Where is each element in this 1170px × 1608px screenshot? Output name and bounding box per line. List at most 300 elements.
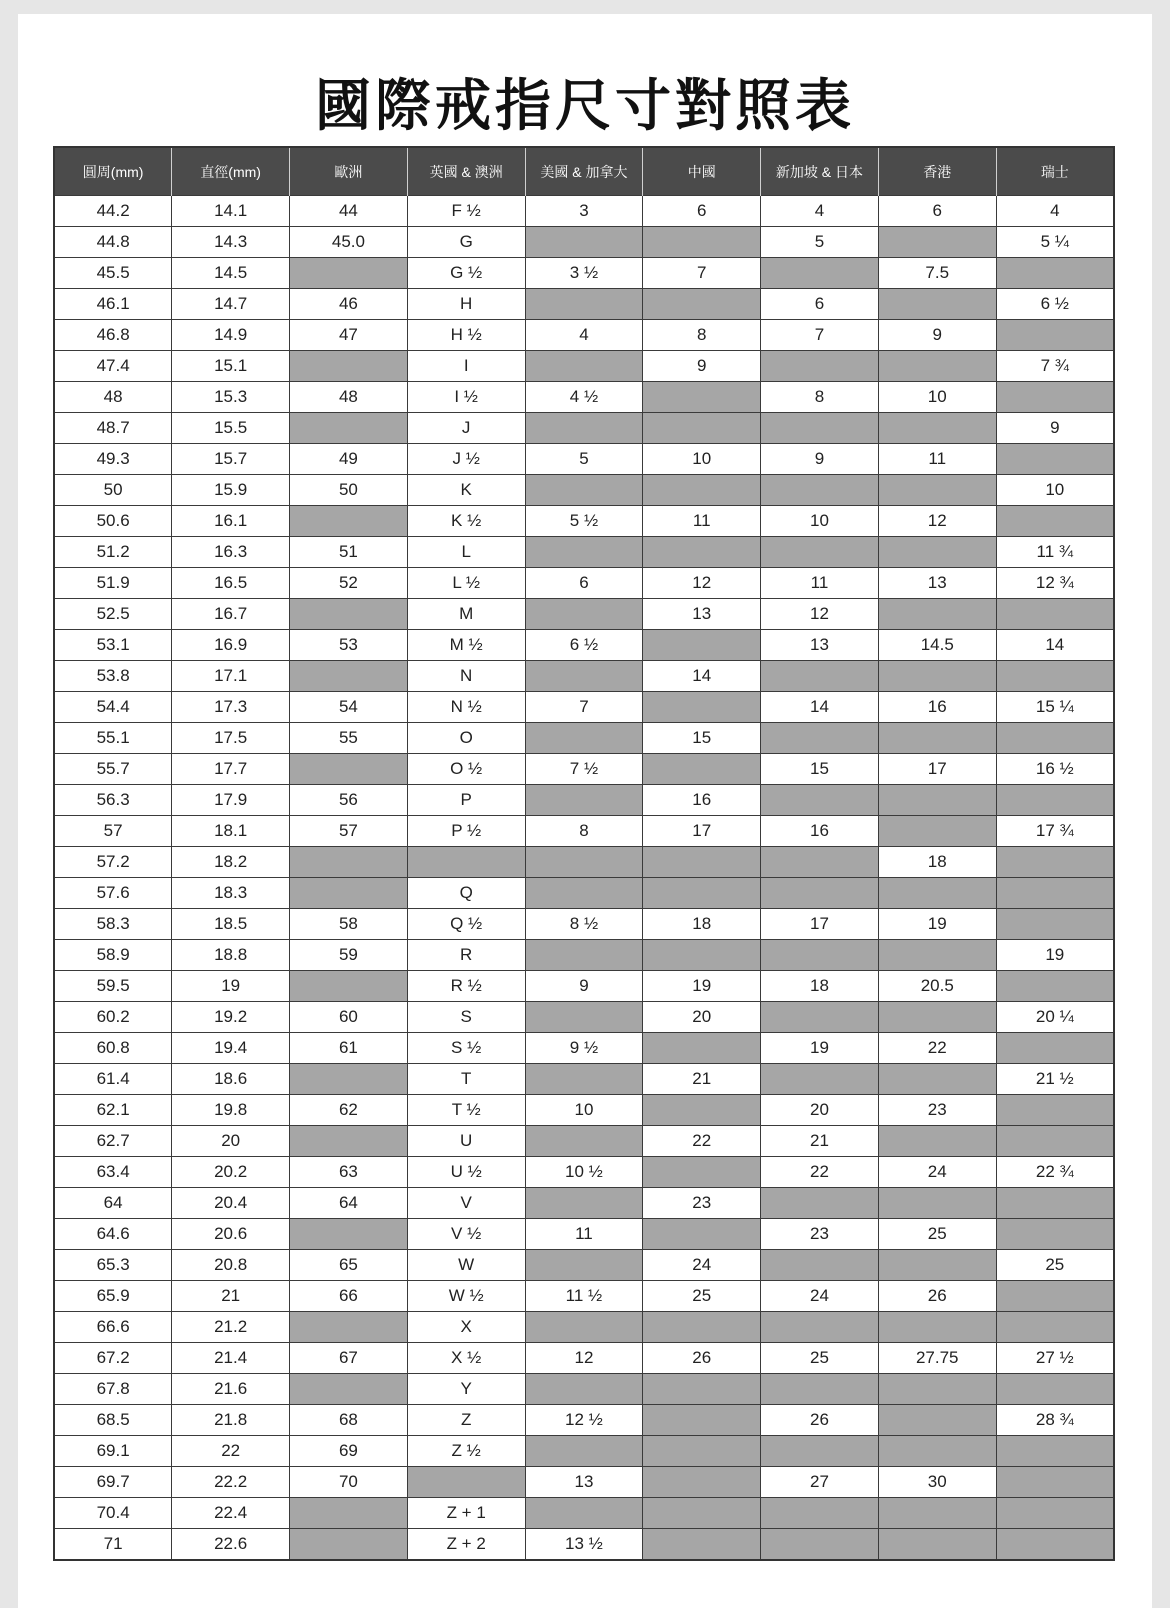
cell-singapore-japan bbox=[761, 475, 879, 506]
col-header-china: 中國 bbox=[643, 147, 761, 196]
table-row bbox=[54, 351, 1114, 382]
cell-europe bbox=[290, 754, 408, 785]
cell-china: 22 bbox=[643, 1126, 761, 1157]
cell-hong-kong: 7.5 bbox=[878, 258, 996, 289]
cell-singapore-japan: 10 bbox=[761, 506, 879, 537]
cell-europe bbox=[290, 1312, 408, 1343]
cell-hong-kong: 9 bbox=[878, 320, 996, 351]
table-row bbox=[54, 1095, 1114, 1126]
cell-circumference: 51.2 bbox=[54, 537, 172, 568]
cell-singapore-japan bbox=[761, 1529, 879, 1561]
cell-europe bbox=[290, 878, 408, 909]
cell-us-canada: 3 bbox=[525, 196, 643, 227]
cell-diameter: 17.3 bbox=[172, 692, 290, 723]
cell-circumference: 59.5 bbox=[54, 971, 172, 1002]
cell-switzerland bbox=[996, 1188, 1114, 1219]
cell-us-canada: 8 ½ bbox=[525, 909, 643, 940]
cell-uk-australia: M ½ bbox=[407, 630, 525, 661]
cell-europe: 62 bbox=[290, 1095, 408, 1126]
cell-hong-kong: 6 bbox=[878, 196, 996, 227]
cell-uk-australia: G bbox=[407, 227, 525, 258]
cell-diameter: 15.5 bbox=[172, 413, 290, 444]
cell-diameter: 16.7 bbox=[172, 599, 290, 630]
cell-uk-australia: I bbox=[407, 351, 525, 382]
cell-circumference: 45.5 bbox=[54, 258, 172, 289]
cell-europe: 48 bbox=[290, 382, 408, 413]
cell-circumference: 52.5 bbox=[54, 599, 172, 630]
cell-hong-kong: 16 bbox=[878, 692, 996, 723]
cell-circumference: 55.7 bbox=[54, 754, 172, 785]
cell-china: 15 bbox=[643, 723, 761, 754]
table-row bbox=[54, 1374, 1114, 1405]
table-row bbox=[54, 754, 1114, 785]
cell-uk-australia: V bbox=[407, 1188, 525, 1219]
cell-china bbox=[643, 475, 761, 506]
cell-switzerland bbox=[996, 909, 1114, 940]
cell-singapore-japan: 24 bbox=[761, 1281, 879, 1312]
cell-diameter: 17.9 bbox=[172, 785, 290, 816]
cell-europe bbox=[290, 413, 408, 444]
cell-diameter: 20.2 bbox=[172, 1157, 290, 1188]
cell-us-canada bbox=[525, 413, 643, 444]
cell-china bbox=[643, 1219, 761, 1250]
cell-china bbox=[643, 1405, 761, 1436]
cell-switzerland bbox=[996, 599, 1114, 630]
cell-circumference: 55.1 bbox=[54, 723, 172, 754]
cell-singapore-japan: 23 bbox=[761, 1219, 879, 1250]
cell-diameter: 15.1 bbox=[172, 351, 290, 382]
cell-hong-kong bbox=[878, 1188, 996, 1219]
cell-china bbox=[643, 1095, 761, 1126]
cell-europe: 67 bbox=[290, 1343, 408, 1374]
cell-us-canada bbox=[525, 785, 643, 816]
cell-china bbox=[643, 940, 761, 971]
cell-singapore-japan: 19 bbox=[761, 1033, 879, 1064]
cell-europe bbox=[290, 1498, 408, 1529]
cell-circumference: 57.6 bbox=[54, 878, 172, 909]
cell-circumference: 51.9 bbox=[54, 568, 172, 599]
cell-hong-kong: 25 bbox=[878, 1219, 996, 1250]
cell-diameter: 15.9 bbox=[172, 475, 290, 506]
cell-china bbox=[643, 1033, 761, 1064]
cell-hong-kong bbox=[878, 289, 996, 320]
cell-circumference: 48 bbox=[54, 382, 172, 413]
cell-europe: 54 bbox=[290, 692, 408, 723]
cell-china: 11 bbox=[643, 506, 761, 537]
cell-singapore-japan bbox=[761, 413, 879, 444]
cell-hong-kong bbox=[878, 661, 996, 692]
cell-diameter: 22 bbox=[172, 1436, 290, 1467]
cell-diameter: 18.8 bbox=[172, 940, 290, 971]
cell-diameter: 14.5 bbox=[172, 258, 290, 289]
cell-switzerland bbox=[996, 1312, 1114, 1343]
cell-uk-australia: N ½ bbox=[407, 692, 525, 723]
cell-europe: 61 bbox=[290, 1033, 408, 1064]
cell-singapore-japan bbox=[761, 1312, 879, 1343]
cell-china bbox=[643, 1436, 761, 1467]
cell-circumference: 65.3 bbox=[54, 1250, 172, 1281]
cell-hong-kong bbox=[878, 227, 996, 258]
cell-diameter: 14.7 bbox=[172, 289, 290, 320]
cell-singapore-japan bbox=[761, 1002, 879, 1033]
cell-europe bbox=[290, 847, 408, 878]
cell-us-canada: 12 ½ bbox=[525, 1405, 643, 1436]
cell-switzerland bbox=[996, 1095, 1114, 1126]
cell-uk-australia: W ½ bbox=[407, 1281, 525, 1312]
cell-china bbox=[643, 1157, 761, 1188]
col-header-singapore-japan: 新加坡 & 日本 bbox=[761, 147, 879, 196]
cell-uk-australia: W bbox=[407, 1250, 525, 1281]
cell-singapore-japan bbox=[761, 1250, 879, 1281]
cell-singapore-japan: 4 bbox=[761, 196, 879, 227]
cell-europe: 64 bbox=[290, 1188, 408, 1219]
table-row bbox=[54, 1033, 1114, 1064]
cell-singapore-japan: 16 bbox=[761, 816, 879, 847]
cell-singapore-japan bbox=[761, 258, 879, 289]
cell-circumference: 70.4 bbox=[54, 1498, 172, 1529]
cell-circumference: 56.3 bbox=[54, 785, 172, 816]
table-row bbox=[54, 1498, 1114, 1529]
cell-diameter: 14.3 bbox=[172, 227, 290, 258]
cell-uk-australia: X ½ bbox=[407, 1343, 525, 1374]
col-header-hong-kong: 香港 bbox=[878, 147, 996, 196]
cell-china bbox=[643, 382, 761, 413]
cell-us-canada: 7 bbox=[525, 692, 643, 723]
cell-hong-kong bbox=[878, 413, 996, 444]
cell-hong-kong bbox=[878, 1126, 996, 1157]
cell-switzerland bbox=[996, 444, 1114, 475]
cell-switzerland bbox=[996, 320, 1114, 351]
cell-us-canada: 5 bbox=[525, 444, 643, 475]
cell-uk-australia: Y bbox=[407, 1374, 525, 1405]
cell-china: 16 bbox=[643, 785, 761, 816]
cell-china: 25 bbox=[643, 1281, 761, 1312]
table-row bbox=[54, 1188, 1114, 1219]
cell-uk-australia: T ½ bbox=[407, 1095, 525, 1126]
cell-circumference: 66.6 bbox=[54, 1312, 172, 1343]
cell-switzerland: 28 ¾ bbox=[996, 1405, 1114, 1436]
cell-us-canada bbox=[525, 1498, 643, 1529]
cell-diameter: 14.9 bbox=[172, 320, 290, 351]
cell-circumference: 46.8 bbox=[54, 320, 172, 351]
cell-hong-kong bbox=[878, 599, 996, 630]
cell-diameter: 18.5 bbox=[172, 909, 290, 940]
cell-china bbox=[643, 1374, 761, 1405]
cell-europe bbox=[290, 1219, 408, 1250]
cell-switzerland: 16 ½ bbox=[996, 754, 1114, 785]
cell-diameter: 20.6 bbox=[172, 1219, 290, 1250]
table-row bbox=[54, 1405, 1114, 1436]
cell-switzerland: 12 ¾ bbox=[996, 568, 1114, 599]
cell-diameter: 15.7 bbox=[172, 444, 290, 475]
cell-europe: 59 bbox=[290, 940, 408, 971]
cell-us-canada bbox=[525, 1374, 643, 1405]
cell-diameter: 14.1 bbox=[172, 196, 290, 227]
cell-diameter: 18.1 bbox=[172, 816, 290, 847]
cell-us-canada: 4 bbox=[525, 320, 643, 351]
col-header-uk-australia: 英國 & 澳洲 bbox=[407, 147, 525, 196]
cell-singapore-japan: 25 bbox=[761, 1343, 879, 1374]
cell-china: 20 bbox=[643, 1002, 761, 1033]
cell-hong-kong bbox=[878, 351, 996, 382]
cell-hong-kong bbox=[878, 878, 996, 909]
cell-switzerland bbox=[996, 1498, 1114, 1529]
cell-hong-kong: 10 bbox=[878, 382, 996, 413]
cell-circumference: 47.4 bbox=[54, 351, 172, 382]
cell-uk-australia: S ½ bbox=[407, 1033, 525, 1064]
cell-singapore-japan bbox=[761, 1498, 879, 1529]
table-row bbox=[54, 1219, 1114, 1250]
cell-europe: 55 bbox=[290, 723, 408, 754]
cell-hong-kong: 14.5 bbox=[878, 630, 996, 661]
cell-circumference: 69.7 bbox=[54, 1467, 172, 1498]
cell-uk-australia: I ½ bbox=[407, 382, 525, 413]
cell-us-canada: 10 bbox=[525, 1095, 643, 1126]
cell-europe bbox=[290, 351, 408, 382]
cell-uk-australia: O ½ bbox=[407, 754, 525, 785]
cell-circumference: 62.7 bbox=[54, 1126, 172, 1157]
cell-hong-kong bbox=[878, 816, 996, 847]
cell-uk-australia: L ½ bbox=[407, 568, 525, 599]
cell-hong-kong bbox=[878, 1064, 996, 1095]
cell-hong-kong bbox=[878, 1529, 996, 1561]
cell-china bbox=[643, 630, 761, 661]
cell-diameter: 16.9 bbox=[172, 630, 290, 661]
cell-europe: 51 bbox=[290, 537, 408, 568]
cell-singapore-japan bbox=[761, 1436, 879, 1467]
cell-hong-kong: 19 bbox=[878, 909, 996, 940]
cell-europe: 47 bbox=[290, 320, 408, 351]
cell-singapore-japan: 7 bbox=[761, 320, 879, 351]
cell-singapore-japan bbox=[761, 1064, 879, 1095]
cell-switzerland bbox=[996, 1033, 1114, 1064]
cell-uk-australia: H bbox=[407, 289, 525, 320]
cell-us-canada bbox=[525, 289, 643, 320]
cell-switzerland: 7 ¾ bbox=[996, 351, 1114, 382]
cell-china bbox=[643, 1498, 761, 1529]
cell-china bbox=[643, 1312, 761, 1343]
cell-europe: 56 bbox=[290, 785, 408, 816]
cell-diameter: 18.3 bbox=[172, 878, 290, 909]
cell-singapore-japan bbox=[761, 1374, 879, 1405]
cell-europe bbox=[290, 599, 408, 630]
cell-switzerland bbox=[996, 1467, 1114, 1498]
table-row bbox=[54, 1064, 1114, 1095]
cell-europe: 69 bbox=[290, 1436, 408, 1467]
cell-circumference: 61.4 bbox=[54, 1064, 172, 1095]
cell-uk-australia bbox=[407, 1467, 525, 1498]
cell-us-canada bbox=[525, 475, 643, 506]
table-row bbox=[54, 444, 1114, 475]
table-row bbox=[54, 785, 1114, 816]
cell-us-canada: 9 ½ bbox=[525, 1033, 643, 1064]
cell-us-canada bbox=[525, 351, 643, 382]
cell-hong-kong: 20.5 bbox=[878, 971, 996, 1002]
cell-china bbox=[643, 1467, 761, 1498]
cell-europe: 45.0 bbox=[290, 227, 408, 258]
cell-circumference: 57 bbox=[54, 816, 172, 847]
cell-uk-australia: H ½ bbox=[407, 320, 525, 351]
cell-diameter: 21.2 bbox=[172, 1312, 290, 1343]
cell-us-canada bbox=[525, 1436, 643, 1467]
cell-us-canada bbox=[525, 1002, 643, 1033]
cell-singapore-japan bbox=[761, 1188, 879, 1219]
cell-europe bbox=[290, 506, 408, 537]
cell-uk-australia: F ½ bbox=[407, 196, 525, 227]
cell-us-canada bbox=[525, 537, 643, 568]
cell-circumference: 60.8 bbox=[54, 1033, 172, 1064]
cell-switzerland: 20 ¼ bbox=[996, 1002, 1114, 1033]
table-row bbox=[54, 568, 1114, 599]
cell-singapore-japan bbox=[761, 847, 879, 878]
cell-china bbox=[643, 754, 761, 785]
table-row bbox=[54, 475, 1114, 506]
cell-switzerland: 15 ¼ bbox=[996, 692, 1114, 723]
table-body bbox=[54, 196, 1114, 1561]
cell-china bbox=[643, 227, 761, 258]
cell-switzerland: 11 ¾ bbox=[996, 537, 1114, 568]
cell-europe: 60 bbox=[290, 1002, 408, 1033]
table-row bbox=[54, 1467, 1114, 1498]
cell-europe bbox=[290, 971, 408, 1002]
cell-us-canada: 7 ½ bbox=[525, 754, 643, 785]
cell-uk-australia bbox=[407, 847, 525, 878]
header-row bbox=[54, 147, 1114, 196]
cell-europe: 57 bbox=[290, 816, 408, 847]
cell-us-canada: 5 ½ bbox=[525, 506, 643, 537]
cell-us-canada: 6 ½ bbox=[525, 630, 643, 661]
cell-diameter: 17.1 bbox=[172, 661, 290, 692]
cell-switzerland: 9 bbox=[996, 413, 1114, 444]
cell-diameter: 19.2 bbox=[172, 1002, 290, 1033]
cell-china: 21 bbox=[643, 1064, 761, 1095]
table-row bbox=[54, 692, 1114, 723]
table-row bbox=[54, 382, 1114, 413]
cell-circumference: 69.1 bbox=[54, 1436, 172, 1467]
table-row bbox=[54, 537, 1114, 568]
cell-switzerland: 5 ¼ bbox=[996, 227, 1114, 258]
cell-switzerland bbox=[996, 661, 1114, 692]
cell-switzerland bbox=[996, 258, 1114, 289]
cell-switzerland bbox=[996, 785, 1114, 816]
cell-us-canada: 13 ½ bbox=[525, 1529, 643, 1561]
cell-uk-australia: Z + 2 bbox=[407, 1529, 525, 1561]
cell-singapore-japan: 21 bbox=[761, 1126, 879, 1157]
cell-circumference: 44.8 bbox=[54, 227, 172, 258]
cell-circumference: 71 bbox=[54, 1529, 172, 1561]
table-row bbox=[54, 227, 1114, 258]
cell-uk-australia: Z ½ bbox=[407, 1436, 525, 1467]
cell-us-canada bbox=[525, 599, 643, 630]
cell-singapore-japan: 20 bbox=[761, 1095, 879, 1126]
cell-us-canada: 4 ½ bbox=[525, 382, 643, 413]
cell-europe: 66 bbox=[290, 1281, 408, 1312]
cell-hong-kong bbox=[878, 1374, 996, 1405]
cell-diameter: 17.7 bbox=[172, 754, 290, 785]
cell-us-canada: 9 bbox=[525, 971, 643, 1002]
cell-switzerland bbox=[996, 878, 1114, 909]
cell-diameter: 19.8 bbox=[172, 1095, 290, 1126]
cell-switzerland bbox=[996, 506, 1114, 537]
cell-circumference: 53.1 bbox=[54, 630, 172, 661]
cell-diameter: 20 bbox=[172, 1126, 290, 1157]
cell-us-canada: 11 bbox=[525, 1219, 643, 1250]
cell-hong-kong: 12 bbox=[878, 506, 996, 537]
cell-us-canada bbox=[525, 1188, 643, 1219]
cell-china bbox=[643, 878, 761, 909]
cell-diameter: 21.6 bbox=[172, 1374, 290, 1405]
cell-singapore-japan: 8 bbox=[761, 382, 879, 413]
cell-china: 6 bbox=[643, 196, 761, 227]
cell-uk-australia: P bbox=[407, 785, 525, 816]
table-row bbox=[54, 661, 1114, 692]
cell-singapore-japan: 27 bbox=[761, 1467, 879, 1498]
cell-europe: 52 bbox=[290, 568, 408, 599]
cell-switzerland bbox=[996, 1529, 1114, 1561]
cell-china bbox=[643, 289, 761, 320]
cell-singapore-japan bbox=[761, 878, 879, 909]
cell-europe bbox=[290, 1529, 408, 1561]
cell-us-canada: 8 bbox=[525, 816, 643, 847]
cell-singapore-japan: 22 bbox=[761, 1157, 879, 1188]
table-row bbox=[54, 1281, 1114, 1312]
cell-hong-kong bbox=[878, 1312, 996, 1343]
cell-diameter: 15.3 bbox=[172, 382, 290, 413]
cell-us-canada bbox=[525, 661, 643, 692]
cell-europe bbox=[290, 1064, 408, 1095]
ring-size-table bbox=[53, 146, 1115, 1561]
cell-uk-australia: Q bbox=[407, 878, 525, 909]
table-row bbox=[54, 1343, 1114, 1374]
cell-china: 13 bbox=[643, 599, 761, 630]
cell-hong-kong: 26 bbox=[878, 1281, 996, 1312]
cell-hong-kong bbox=[878, 1002, 996, 1033]
cell-uk-australia: P ½ bbox=[407, 816, 525, 847]
cell-circumference: 63.4 bbox=[54, 1157, 172, 1188]
cell-circumference: 48.7 bbox=[54, 413, 172, 444]
cell-hong-kong bbox=[878, 940, 996, 971]
cell-uk-australia: U ½ bbox=[407, 1157, 525, 1188]
cell-circumference: 57.2 bbox=[54, 847, 172, 878]
table-row bbox=[54, 847, 1114, 878]
table-row bbox=[54, 1436, 1114, 1467]
cell-singapore-japan: 18 bbox=[761, 971, 879, 1002]
cell-us-canada: 11 ½ bbox=[525, 1281, 643, 1312]
cell-uk-australia: U bbox=[407, 1126, 525, 1157]
cell-uk-australia: Z bbox=[407, 1405, 525, 1436]
table-row bbox=[54, 816, 1114, 847]
cell-uk-australia: K bbox=[407, 475, 525, 506]
cell-circumference: 50.6 bbox=[54, 506, 172, 537]
cell-diameter: 18.6 bbox=[172, 1064, 290, 1095]
cell-circumference: 65.9 bbox=[54, 1281, 172, 1312]
cell-europe: 46 bbox=[290, 289, 408, 320]
cell-diameter: 21 bbox=[172, 1281, 290, 1312]
cell-hong-kong: 24 bbox=[878, 1157, 996, 1188]
cell-singapore-japan bbox=[761, 723, 879, 754]
table-row bbox=[54, 971, 1114, 1002]
cell-switzerland: 25 bbox=[996, 1250, 1114, 1281]
ring-size-sheet bbox=[18, 14, 1152, 1608]
cell-china: 9 bbox=[643, 351, 761, 382]
cell-hong-kong bbox=[878, 1250, 996, 1281]
cell-hong-kong: 23 bbox=[878, 1095, 996, 1126]
cell-us-canada: 6 bbox=[525, 568, 643, 599]
cell-europe: 53 bbox=[290, 630, 408, 661]
page-title: 國際戒指尺寸對照表 bbox=[315, 74, 855, 139]
table-row bbox=[54, 909, 1114, 940]
cell-hong-kong bbox=[878, 1436, 996, 1467]
